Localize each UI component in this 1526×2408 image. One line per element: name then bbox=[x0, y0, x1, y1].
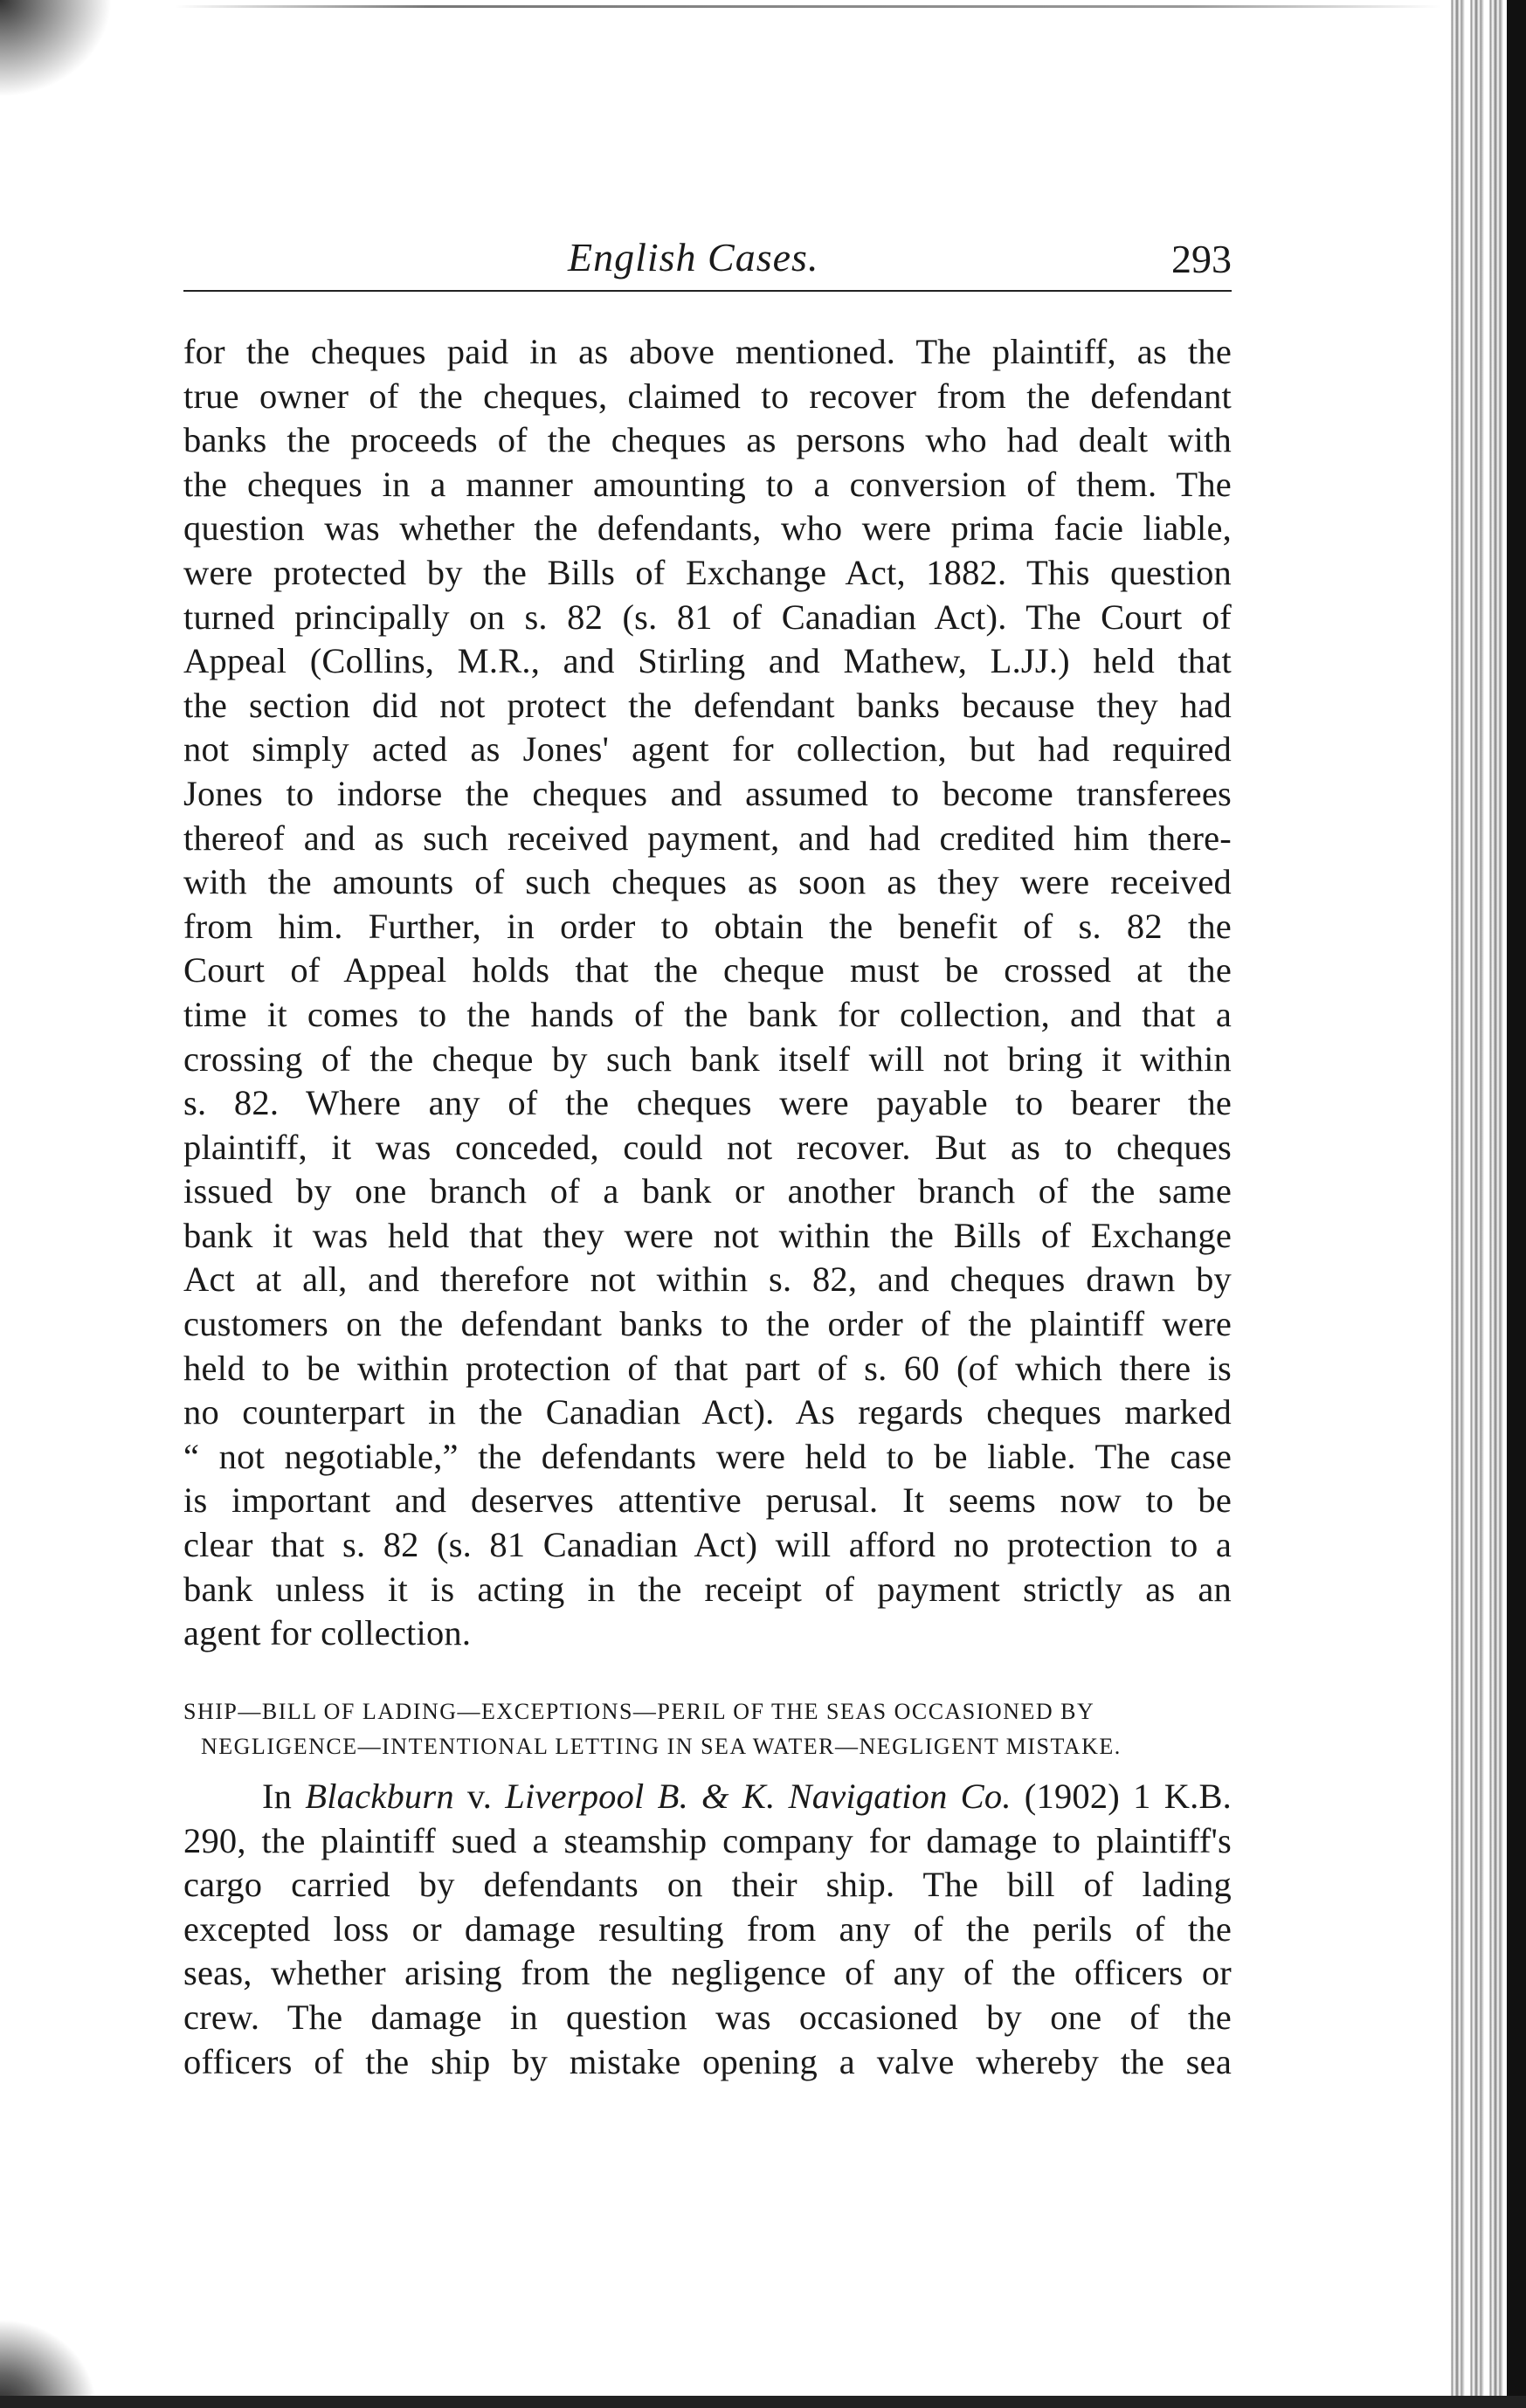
text-line: question was whether the defendants, who were prima facie liable, bbox=[183, 508, 1232, 549]
text-line: bank it was held that they were not within the Bills of Exchange bbox=[183, 1215, 1232, 1255]
text-line: “ not negotiable,” the defendants were held to be liable. The case bbox=[183, 1436, 1232, 1476]
text-line: not simply acted as Jones' agent for collection, but had required bbox=[183, 729, 1232, 769]
case-party: Liverpool B. & K. Navigation Co. bbox=[505, 1777, 1012, 1816]
page-header bbox=[183, 234, 1232, 286]
text-line: crew. The damage in question was occasioned by one of the bbox=[183, 1997, 1232, 2037]
headnote-line: NEGLIGENCE—INTENTIONAL LETTING IN SEA WATER—NEGLIGENT MISTAKE. bbox=[201, 1734, 1122, 1759]
paragraph-2-lines bbox=[183, 1819, 1232, 2085]
text-line: clear that s. 82 (s. 81 Canadian Act) will afford no protection to a bbox=[183, 1525, 1232, 1565]
text-line: banks the proceeds of the cheques as persons who had dealt with bbox=[183, 420, 1232, 460]
text-line: excepted loss or damage resulting from any of the perils of the bbox=[183, 1908, 1232, 1949]
text-line: with the amounts of such cheques as soon as they were received bbox=[183, 862, 1232, 902]
running-head: English Cases. bbox=[568, 235, 819, 279]
text-line: 290, the plaintiff sued a steamship company for damage to plaintiff's bbox=[183, 1820, 1232, 1860]
text-line: were protected by the Bills of Exchange Act, 1882. This question bbox=[183, 552, 1232, 592]
text-line: for the cheques paid in as above mentioned. The plaintiff, as the bbox=[183, 332, 1232, 371]
case-name: Blackburn bbox=[305, 1777, 454, 1816]
text-line: true owner of the cheques, claimed to recover from the defendant bbox=[183, 376, 1232, 416]
scan-bottom-edge bbox=[0, 2396, 1526, 2408]
text-line: Appeal (Collins, M.R., and Stirling and Mathew, L.JJ.) held that bbox=[183, 641, 1232, 681]
text-line: cargo carried by defendants on their ship. The bill of lading bbox=[183, 1865, 1232, 1905]
paragraph-1 bbox=[183, 330, 1232, 1656]
text-line: no counterpart in the Canadian Act). As regards cheques marked bbox=[183, 1392, 1232, 1432]
scan-corner-shadow-bottom-left bbox=[0, 2312, 105, 2408]
text-line: s. 82. Where any of the cheques were payable to bearer the bbox=[183, 1083, 1232, 1123]
text-line: time it comes to the hands of the bank for collection, and that a bbox=[183, 994, 1232, 1034]
headnote-line: SHIP—BILL OF LADING—EXCEPTIONS—PERIL OF THE SEAS OCCASIONED BY bbox=[183, 1699, 1095, 1724]
text-line: plaintiff, it was conceded, could not recover. But as to cheques bbox=[183, 1127, 1232, 1167]
text-line: officers of the ship by mistake opening a valve whereby the sea bbox=[183, 2041, 1232, 2081]
paragraph-2-first-line bbox=[183, 1775, 1232, 1819]
text-line: the section did not protect the defendant banks because they had bbox=[183, 685, 1232, 725]
text-line: turned principally on s. 82 (s. 81 of Canadian Act). The Court of bbox=[183, 597, 1232, 637]
text-line: held to be within protection of that part of s. 60 (of which there is bbox=[183, 1348, 1232, 1388]
text-line: bank unless it is acting in the receipt of payment strictly as an bbox=[183, 1569, 1232, 1609]
text-line: is important and deserves attentive perusal. It seems now to be bbox=[183, 1480, 1232, 1521]
text-line: Jones to indorse the cheques and assumed to become transferees bbox=[183, 773, 1232, 813]
case-citation: (1902) 1 K.B. bbox=[1011, 1777, 1233, 1816]
text-line: crossing of the cheque by such bank itself will not bring it within bbox=[183, 1038, 1232, 1079]
scan-top-edge bbox=[175, 5, 1441, 8]
paragraph-2 bbox=[183, 1775, 1232, 2084]
text-line: Court of Appeal holds that the cheque must be crossed at the bbox=[183, 950, 1232, 990]
scan-right-edge bbox=[1507, 0, 1526, 2408]
text-line: the cheques in a manner amounting to a conversion of them. The bbox=[183, 464, 1232, 504]
case-v: v. bbox=[453, 1777, 506, 1816]
text-line: agent for collection. bbox=[183, 1613, 472, 1653]
scan-corner-shadow-top-left bbox=[0, 0, 131, 114]
text-line: thereof and as such received payment, and had credited him there- bbox=[183, 818, 1232, 858]
text-line: seas, whether arising from the negligence of any of the officers or bbox=[183, 1953, 1232, 1993]
page-number: 293 bbox=[1171, 237, 1232, 281]
text-line: from him. Further, in order to obtain the benefit of s. 82 the bbox=[183, 906, 1232, 946]
header-rule bbox=[183, 290, 1232, 292]
text-line: customers on the defendant banks to the order of the plaintiff were bbox=[183, 1304, 1232, 1344]
headnote bbox=[183, 1694, 1232, 1764]
text-line: Act at all, and therefore not within s. 82, and cheques drawn by bbox=[183, 1259, 1232, 1300]
p2-lead: In bbox=[262, 1777, 306, 1816]
text-line: issued by one branch of a bank or another branch of the same bbox=[183, 1171, 1232, 1211]
